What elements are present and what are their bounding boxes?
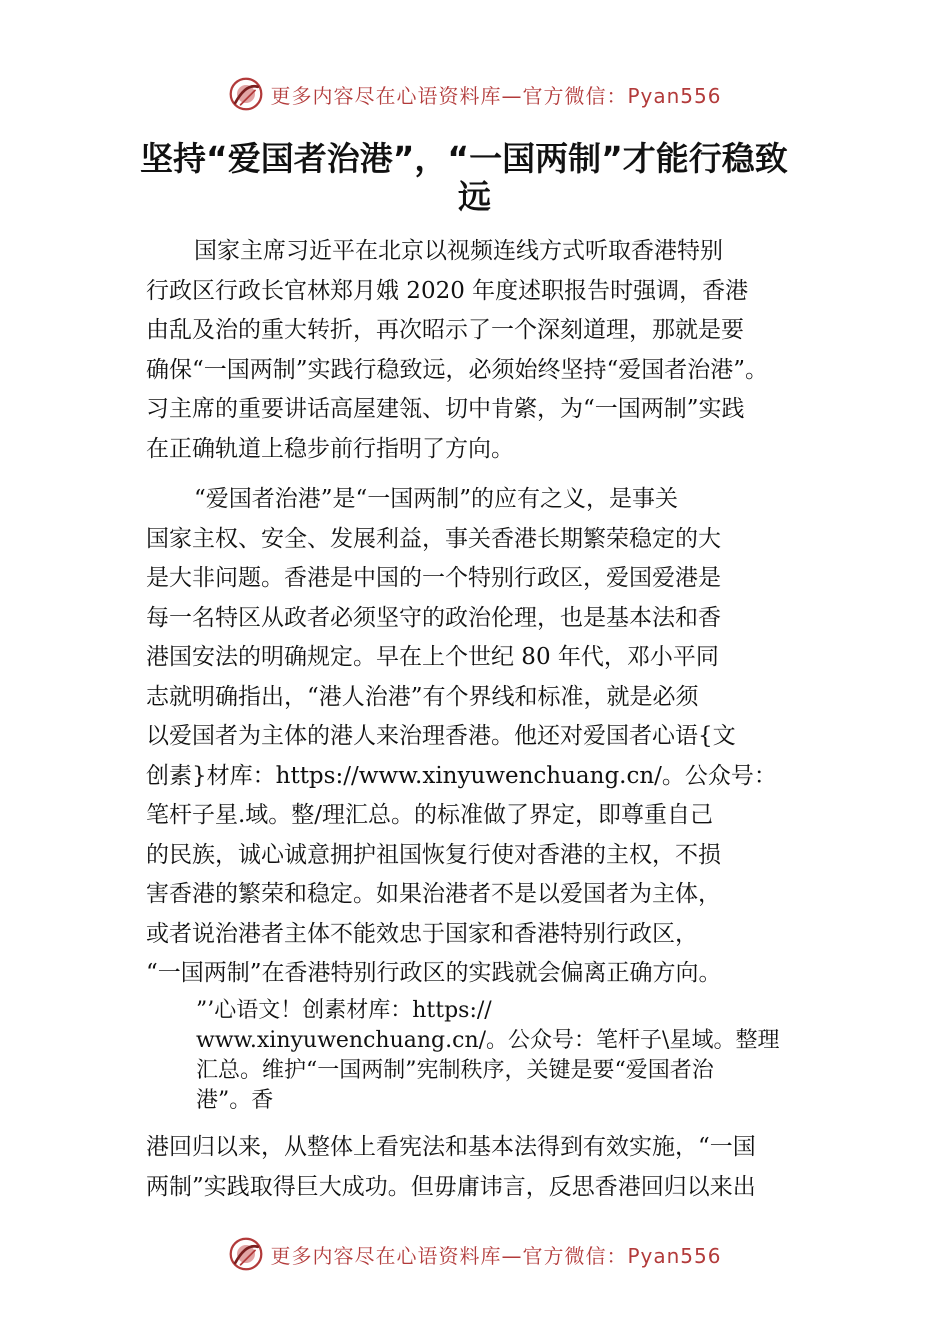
text-line: www.xinyuwenchuang.cn/。公众号：笔杆子\星域。整理 xyxy=(196,1028,780,1053)
text-line: 笔杆子星.域。整/理汇总。的标准做了界定，即尊重自己 xyxy=(146,802,714,828)
text-line: 港国安法的明确规定。早在上个世纪 80 年代，邓小平同 xyxy=(146,644,719,670)
text-line: 的民族，诚心诚意拥护祖国恢复行使对香港的主权，不损 xyxy=(146,841,721,868)
header-banner xyxy=(0,72,950,116)
paragraph-4 xyxy=(146,1128,826,1207)
text-line: 或者说治港者主体不能效忠于国家和香港特别行政区， xyxy=(146,920,698,947)
text-line: 志就明确指出，“港人治港”有个界线和标准，就是必须 xyxy=(146,683,699,710)
text-line: 港回归以来，从整体上看宪法和基本法得到有效实施，“一国 xyxy=(146,1134,756,1160)
text-line: 两制”实践取得巨大成功。但毋庸讳言，反思香港回归以来出 xyxy=(146,1173,756,1200)
text-line: 在正确轨道上稳步前行指明了方向。 xyxy=(146,435,514,462)
paragraph-1 xyxy=(146,232,826,469)
text-line: 害香港的繁荣和稳定。如果治港者不是以爱国者为主体， xyxy=(146,881,721,907)
title-line-2: 远 xyxy=(458,177,491,216)
text-line: 每一名特区从政者必须坚守的政治伦理，也是基本法和香 xyxy=(146,604,721,631)
text-line: 国家主席习近平在北京以视频连线方式听取香港特别 xyxy=(194,238,723,264)
title-line-1: 坚持“爱国者治港”，“一国两制”才能行稳致 xyxy=(140,139,788,178)
banner-text: 更多内容尽在心语资料库—官方微信：Pyan556 xyxy=(270,83,722,108)
brand-logo-icon xyxy=(228,76,264,112)
quote-block xyxy=(196,996,836,1116)
text-line: 国家主权、安全、发展利益，事关香港长期繁荣稳定的大 xyxy=(146,525,721,552)
text-line: 确保“一国两制”实践行稳致远，必须始终坚持“爱国者治港”。 xyxy=(146,356,769,383)
text-line: 行政区行政长官林郑月娥 2020 年度述职报告时强调，香港 xyxy=(146,277,749,304)
text-line: 以爱国者为主体的港人来治理香港。他还对爱国者心语{文 xyxy=(146,723,736,749)
text-line: “爱国者治港”是“一国两制”的应有之义，是事关 xyxy=(194,486,679,512)
footer-banner xyxy=(0,1232,950,1276)
text-line: 港”。香 xyxy=(196,1088,274,1113)
document-title xyxy=(140,140,820,216)
banner-text: 更多内容尽在心语资料库—官方微信：Pyan556 xyxy=(270,1243,722,1268)
text-line: 由乱及治的重大转折，再次昭示了一个深刻道理，那就是要 xyxy=(146,317,744,343)
text-line: 是大非问题。香港是中国的一个特别行政区，爱国爱港是 xyxy=(146,565,721,591)
text-line: 汇总。维护“一国两制”宪制秩序，关键是要“爱国者治 xyxy=(196,1058,714,1083)
text-line: 习主席的重要讲话高屋建瓴、切中肯綮，为“一国两制”实践 xyxy=(146,396,745,422)
paragraph-2 xyxy=(146,480,826,994)
brand-logo-icon xyxy=(228,1236,264,1272)
text-line: “一国两制”在香港特别行政区的实践就会偏离正确方向。 xyxy=(146,960,722,986)
text-line: 创素}材库：https://www.xinyuwenchuang.cn/。公众号： xyxy=(146,762,777,789)
text-line: ”’心语文！创素材库：https:// xyxy=(196,998,492,1023)
